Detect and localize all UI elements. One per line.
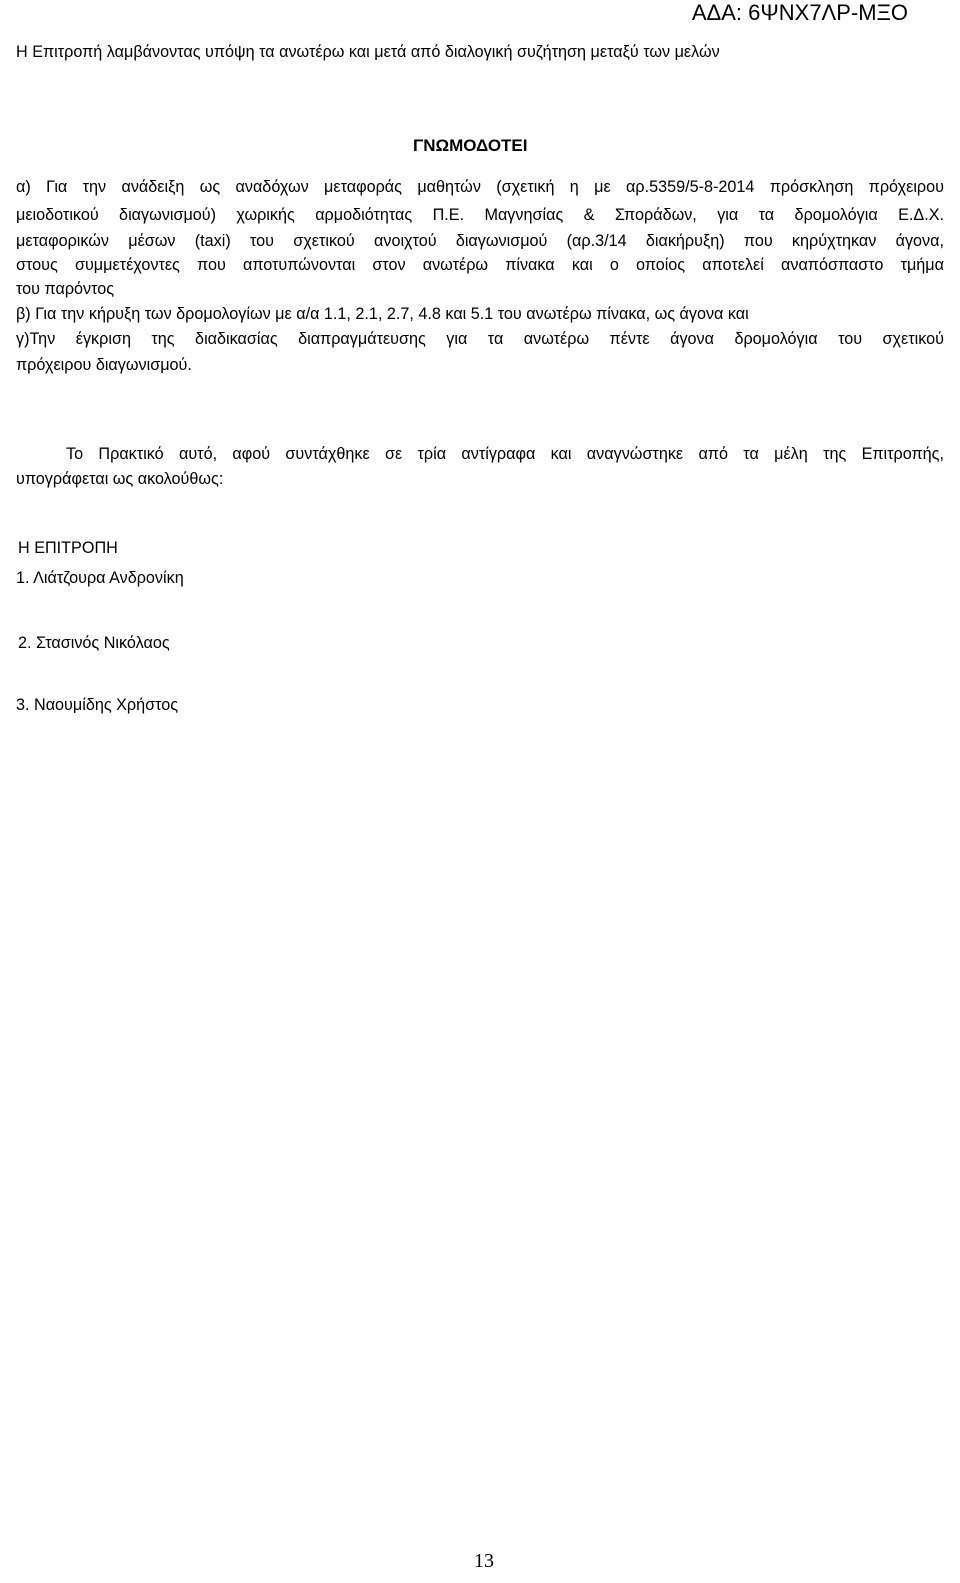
closing-line-2: υπογράφεται ως ακολούθως: <box>16 470 224 488</box>
member-1: 1. Λιάτζουρα Ανδρονίκη <box>16 569 184 587</box>
item-a-line-1: α) Για την ανάδειξη ως αναδόχων μεταφοράς μαθητών (σχετική η με αρ.5359/5-8-2014 πρόσκληση πρόχειρου <box>16 178 944 196</box>
item-c-line-1: γ)Την έγκριση της διαδικασίας διαπραγμάτευσης για τα ανωτέρω πέντε άγονα δρομολόγια του σχετικού <box>16 330 944 348</box>
member-3: 3. Ναουμίδης Χρήστος <box>16 696 179 714</box>
member-2: 2. Στασινός Νικόλαος <box>18 634 170 652</box>
item-a-line-4: στους συμμετέχοντες που αποτυπώνονται στον ανωτέρω πίνακα και ο οποίος αποτελεί αναπόσπαστο τμήμα <box>16 256 944 274</box>
closing-line-1: Το Πρακτικό αυτό, αφού συντάχθηκε σε τρία αντίγραφα και αναγνώστηκε από τα μέλη της Επιτροπής, <box>66 445 944 463</box>
intro-text: Η Επιτροπή λαμβάνοντας υπόψη τα ανωτέρω και μετά από διαλογική συζήτηση μεταξύ των μελών <box>16 43 720 61</box>
item-b: β) Για την κήρυξη των δρομολογίων με α/α 1.1, 2.1, 2.7, 4.8 και 5.1 του ανωτέρω πίνακα, ως άγονα και <box>16 305 749 323</box>
ada-code: ΑΔΑ: 6ΨΝΧ7ΛΡ-ΜΞΟ <box>691 0 908 25</box>
page-number: 13 <box>474 1550 494 1572</box>
decision-heading: ΓΝΩΜΟΔΟΤΕΙ <box>413 136 528 155</box>
item-c-line-2: πρόχειρου διαγωνισμού. <box>16 356 192 374</box>
item-a-line-5: του παρόντος <box>16 280 115 298</box>
committee-title: Η ΕΠΙΤΡΟΠΗ <box>18 539 118 557</box>
item-a-line-2: μειοδοτικού διαγωνισμού) χωρικής αρμοδιότητας Π.Ε. Μαγνησίας & Σποράδων, για τα δρομολόγια Ε.Δ.Χ. <box>16 206 944 224</box>
item-a-line-3: μεταφορικών μέσων (taxi) του σχετικού ανοιχτού διαγωνισμού (αρ.3/14 διακήρυξη) που κηρύχτηκαν άγονα, <box>16 232 944 250</box>
